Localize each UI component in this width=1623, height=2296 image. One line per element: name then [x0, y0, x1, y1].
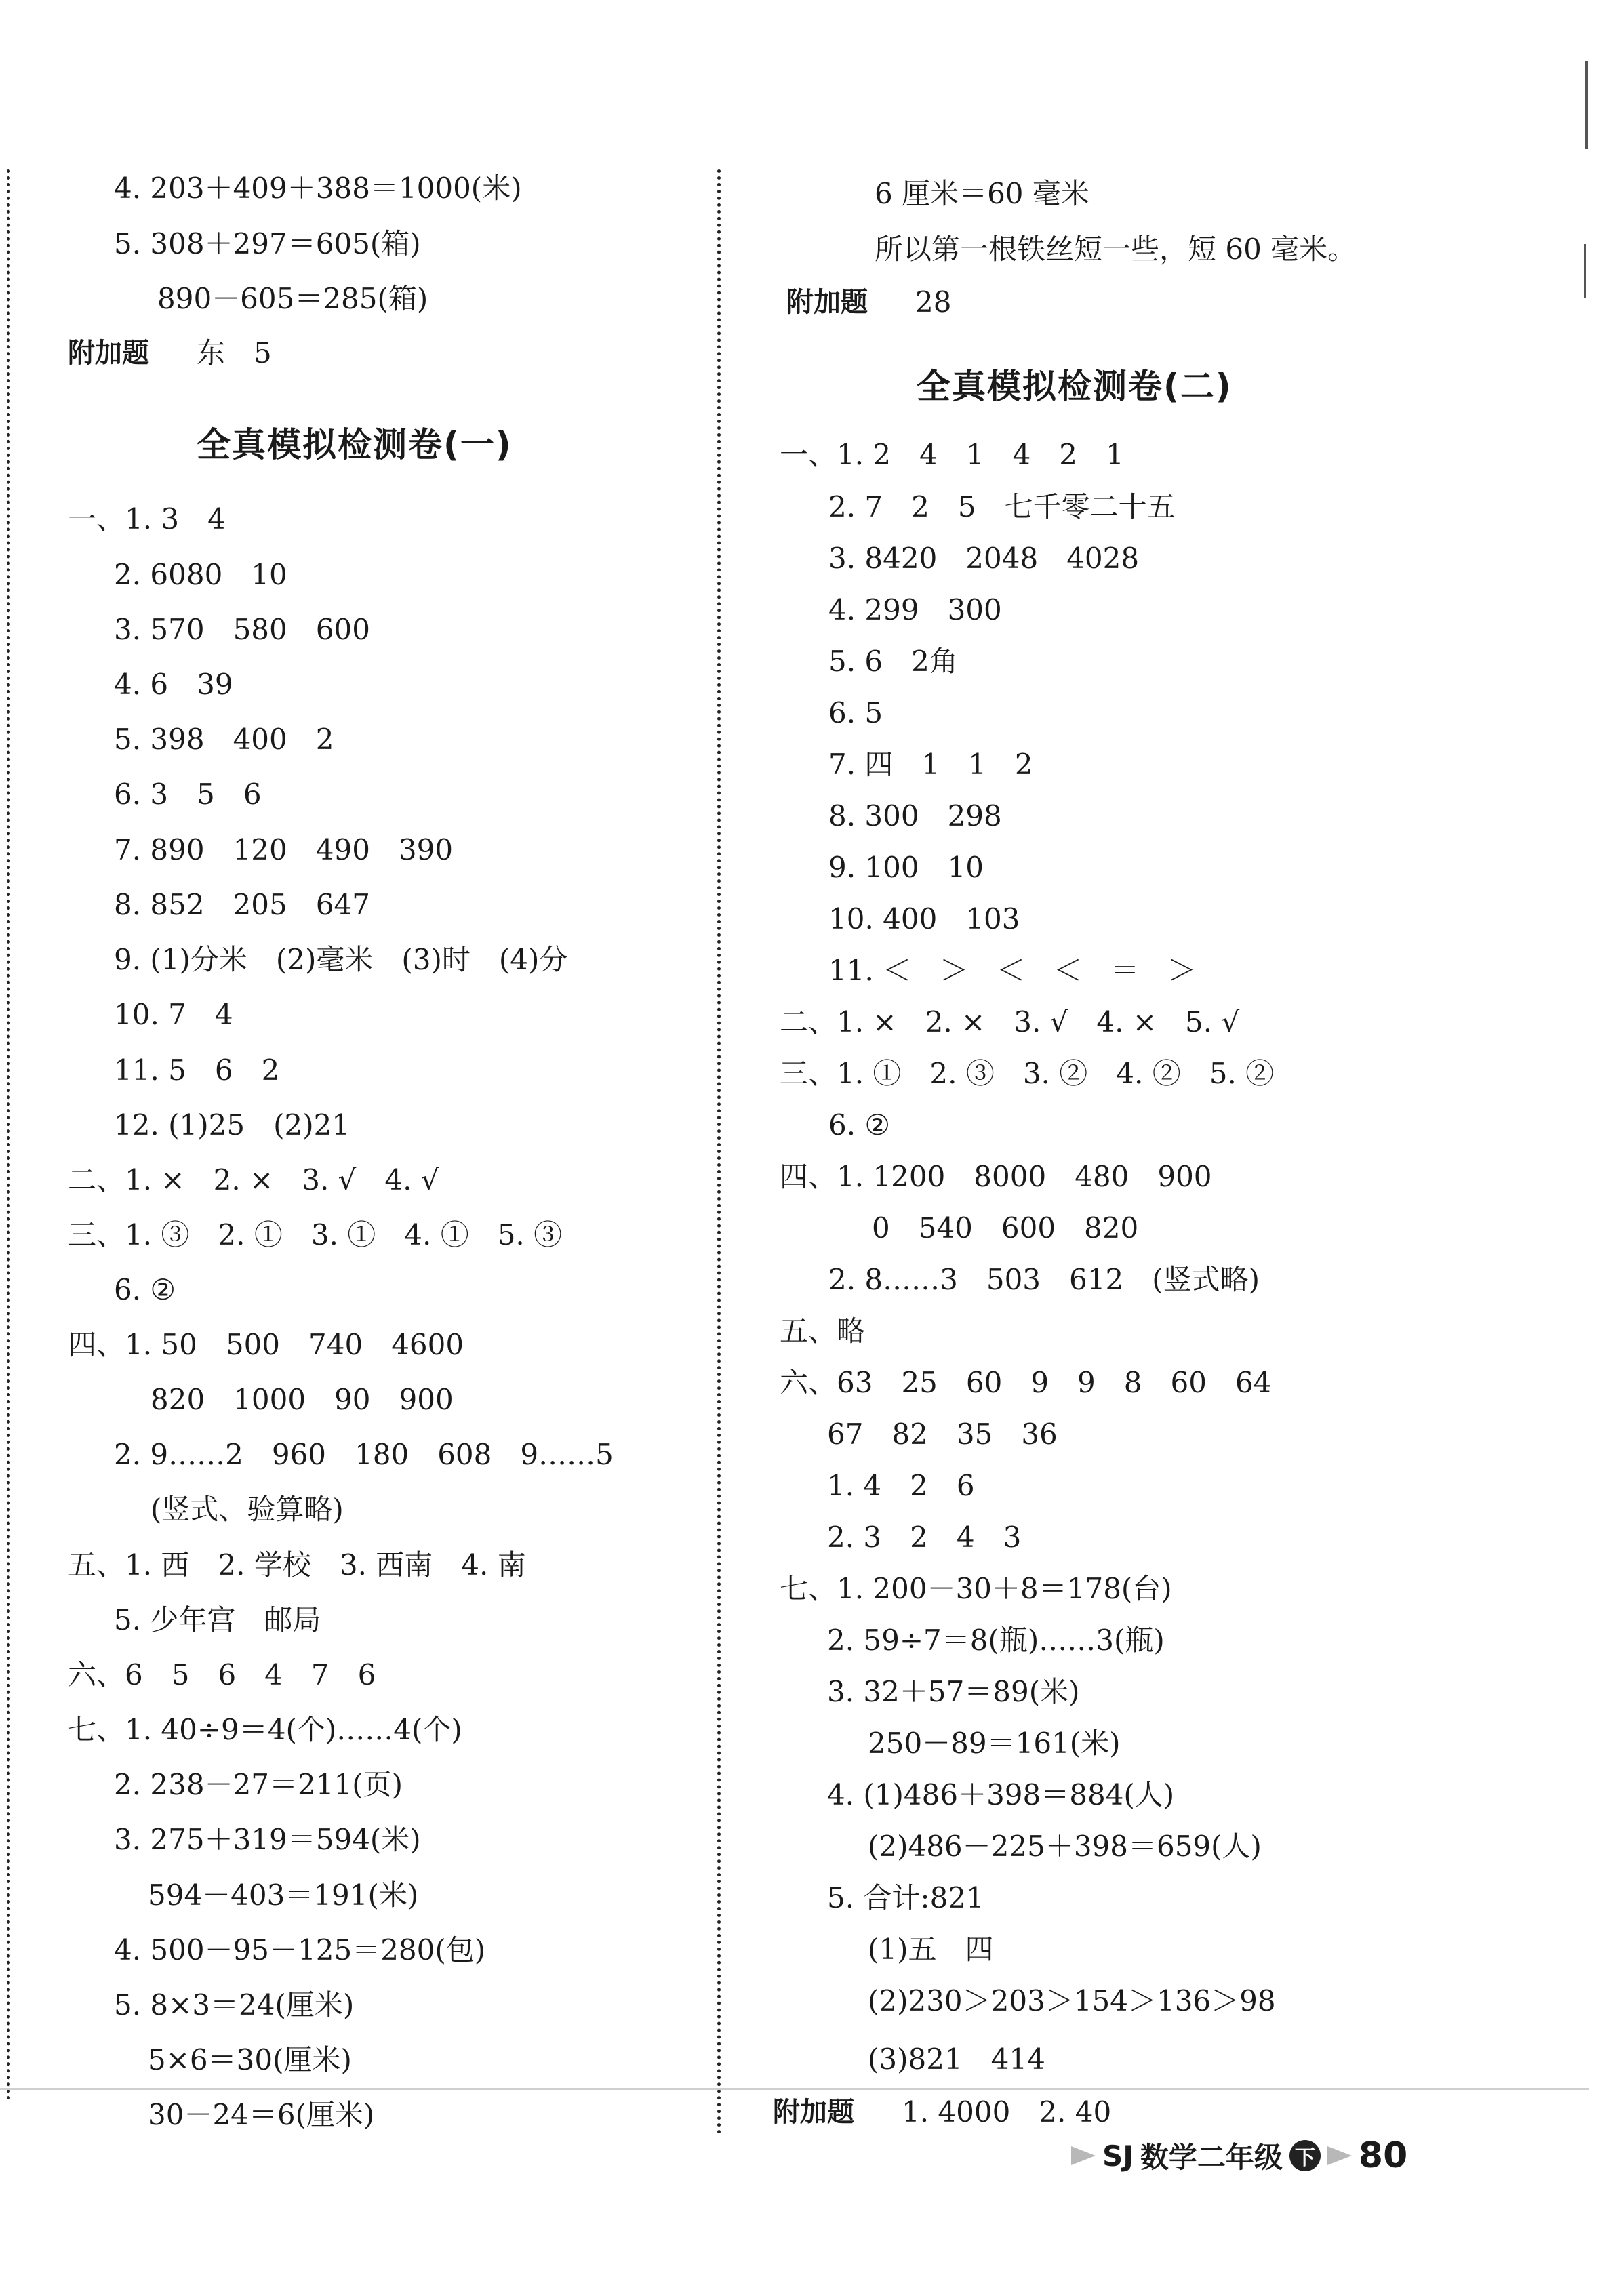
series-code: SJ: [1102, 2139, 1134, 2173]
answer-line: 七、1. 40÷9＝4(个)……4(个): [68, 1713, 462, 1746]
answer-line: 七、1. 200－30＋8＝178(台): [780, 1572, 1172, 1605]
bonus-label: 附加题: [786, 287, 868, 318]
answer-line: 2. 9……2 960 180 608 9……5: [114, 1438, 614, 1471]
answer-line: 4. 6 39: [114, 668, 233, 701]
answer-line: 一、1. 3 4: [68, 502, 226, 536]
answer-line: 250－89＝161(米): [868, 1727, 1121, 1760]
answer-line: (2)486－225＋398＝659(人): [868, 1830, 1262, 1863]
answer-line: 6. 3 5 6: [114, 778, 262, 811]
answer-line: 2. 6080 10: [114, 558, 287, 591]
answer-line: (1)五 四: [868, 1933, 994, 1966]
arrow-right-icon: [1327, 2146, 1352, 2165]
answer-line: 30－24＝6(厘米): [148, 2098, 375, 2131]
answer-line: 0 540 600 820: [872, 1211, 1139, 1245]
edge-mark: [1585, 61, 1588, 149]
answer-line: 11. 5 6 2: [114, 1053, 280, 1087]
answer-line: 六、63 25 60 9 9 8 60 64: [780, 1366, 1272, 1399]
answer-line: 5. 398 400 2: [114, 723, 334, 756]
answer-line: 5. 合计:821: [827, 1881, 984, 1914]
answer-line: 六、6 5 6 4 7 6: [68, 1658, 376, 1691]
answer-line: 890－605＝285(箱): [157, 282, 428, 315]
answer-line: 5. 6 2角: [828, 645, 958, 678]
volume-badge: 下: [1289, 2140, 1321, 2171]
answer-line: 10. 400 103: [828, 902, 1020, 935]
answer-line: 5. 8×3＝24(厘米): [114, 1988, 355, 2021]
answer-line: 8. 852 205 647: [114, 888, 370, 921]
answer-line: 2. 7 2 5 七千零二十五: [828, 490, 1176, 523]
answer-line: 五、1. 西 2. 学校 3. 西南 4. 南: [68, 1548, 526, 1582]
answer-line: 594－403＝191(米): [148, 1878, 419, 1912]
answer-line: 1. 4 2 6: [827, 1469, 975, 1502]
answer-line: 4. 203＋409＋388＝1000(米): [114, 172, 522, 205]
page-footer: [1071, 2135, 1407, 2176]
answer-line: 4. (1)486＋398＝884(人): [827, 1778, 1175, 1811]
answer-line: (2)230＞203＞154＞136＞98: [868, 1984, 1276, 2017]
answer-line: 二、1. × 2. × 3. √ 4. × 5. √: [780, 1005, 1240, 1039]
answer-line: 8. 300 298: [828, 799, 1002, 832]
answer-line: 2. 3 2 4 3: [827, 1520, 1022, 1554]
edge-mark: [1584, 244, 1586, 298]
answer-line: 6. ②: [828, 1108, 891, 1142]
answer-line: 3. 32＋57＝89(米): [827, 1675, 1080, 1708]
answer-line: 五、略: [780, 1314, 866, 1348]
answer-line: 四、1. 1200 8000 480 900: [780, 1160, 1212, 1193]
answer-line: (3)821 414: [868, 2042, 1045, 2076]
arrow-right-icon: [1071, 2146, 1096, 2165]
answer-line: 2. 238－27＝211(页): [114, 1768, 403, 1801]
answer-line: 2. 8……3 503 612 (竖式略): [828, 1263, 1260, 1296]
answer-line: 6 厘米＝60 毫米: [875, 177, 1089, 210]
answer-line: 5. 308＋297＝605(箱): [114, 227, 421, 260]
answer-line: 3. 275＋319＝594(米): [114, 1823, 421, 1856]
answer-line: 二、1. × 2. × 3. √ 4. √: [68, 1163, 439, 1196]
answer-line: 3. 570 580 600: [114, 613, 370, 646]
answer-line: 四、1. 50 500 740 4600: [68, 1328, 464, 1361]
answer-line: 2. 59÷7＝8(瓶)……3(瓶): [827, 1624, 1165, 1657]
answer-line: 9. (1)分米 (2)毫米 (3)时 (4)分: [114, 943, 568, 976]
bonus-label: 附加题: [68, 338, 149, 369]
answer-line: 28: [915, 285, 952, 319]
answer-line: 11. ＜ ＞ ＜ ＜ ＝ ＞: [828, 954, 1197, 987]
answer-line: 三、1. ③ 2. ① 3. ① 4. ① 5. ③: [68, 1218, 563, 1251]
answer-line: 10. 7 4: [114, 998, 233, 1031]
answer-line: 6. 5: [828, 696, 883, 729]
left-dotted-border: [7, 169, 10, 2101]
column-divider: [717, 169, 721, 2135]
answer-line: 5. 少年宫 邮局: [114, 1603, 321, 1636]
answer-line: 3. 8420 2048 4028: [828, 542, 1140, 575]
answer-line: 12. (1)25 (2)21: [114, 1108, 350, 1142]
section-title: 全真模拟检测卷(二): [917, 367, 1233, 406]
answer-line: 一、1. 2 4 1 4 2 1: [780, 438, 1124, 471]
answer-line: 9. 100 10: [828, 851, 984, 884]
bottom-rule: [0, 2088, 1589, 2090]
answer-line: 1. 4000 2. 40: [902, 2095, 1112, 2129]
answer-line: 6. ②: [114, 1273, 176, 1306]
page-number: 80: [1358, 2135, 1408, 2176]
answer-line: 7. 890 120 490 390: [114, 833, 454, 866]
answer-line: 所以第一根铁丝短一些，短 60 毫米。: [875, 233, 1357, 266]
answer-line: 7. 四 1 1 2: [828, 748, 1033, 781]
answer-line: 67 82 35 36: [827, 1417, 1058, 1451]
subject-grade: 数学二年级: [1140, 2141, 1283, 2174]
answer-line: 5×6＝30(厘米): [148, 2043, 352, 2076]
answer-line: (竖式、验算略): [151, 1493, 344, 1526]
answer-line: 820 1000 90 900: [151, 1383, 454, 1416]
bonus-label: 附加题: [773, 2097, 854, 2128]
answer-line: 4. 299 300: [828, 593, 1002, 626]
answer-line: 三、1. ① 2. ③ 3. ② 4. ② 5. ②: [780, 1057, 1275, 1090]
section-title: 全真模拟检测卷(一): [197, 425, 513, 464]
answer-line: 东 5: [197, 336, 272, 369]
answer-line: 4. 500－95－125＝280(包): [114, 1933, 486, 1967]
